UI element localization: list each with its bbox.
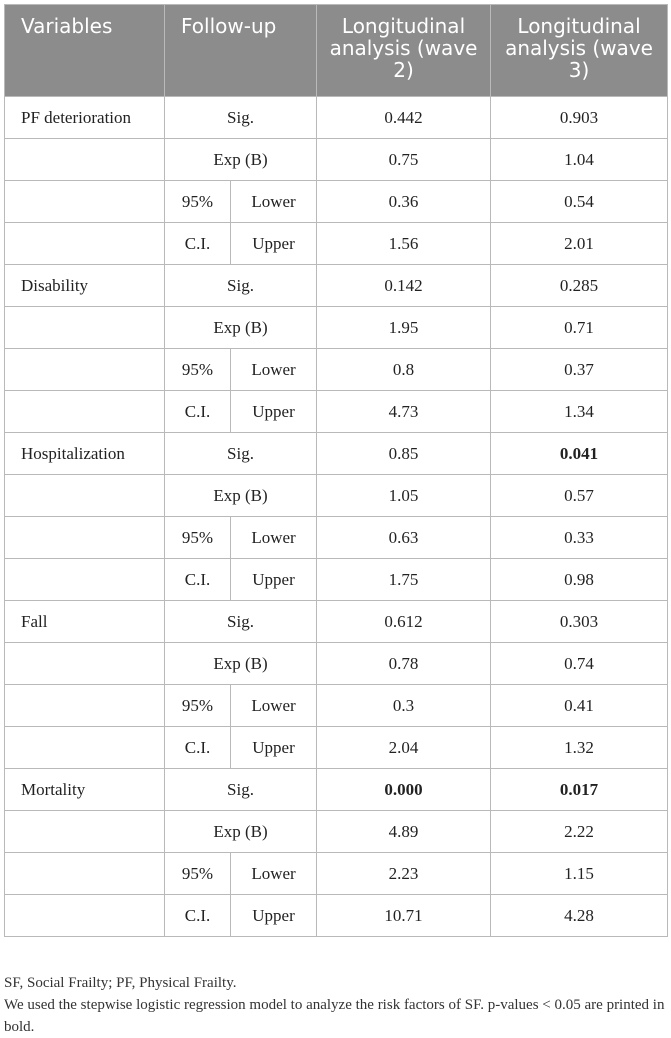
wave3-upper: 1.32 <box>491 727 668 769</box>
abbreviation-note: SF, Social Frailty; PF, Physical Frailty. <box>4 975 237 991</box>
wave2-lower: 0.8 <box>317 349 491 391</box>
wave2-sig: 0.85 <box>317 433 491 475</box>
wave3-expb: 1.04 <box>491 139 668 181</box>
table-row <box>5 223 668 265</box>
table-row <box>5 601 668 643</box>
empty-variable-cell <box>5 811 165 853</box>
wave3-lower: 0.54 <box>491 181 668 223</box>
sig-label: Sig. <box>165 265 317 307</box>
empty-variable-cell <box>5 139 165 181</box>
wave2-expb: 1.95 <box>317 307 491 349</box>
variable-name: Mortality <box>5 769 165 811</box>
table-row <box>5 181 668 223</box>
upper-label: Upper <box>231 727 317 769</box>
sig-label: Sig. <box>165 769 317 811</box>
wave2-upper: 1.56 <box>317 223 491 265</box>
sig-label: Sig. <box>165 601 317 643</box>
results-table <box>4 4 668 937</box>
empty-variable-cell <box>5 223 165 265</box>
variable-name: Hospitalization <box>5 433 165 475</box>
wave3-upper: 2.01 <box>491 223 668 265</box>
table-row <box>5 307 668 349</box>
wave2-expb: 0.78 <box>317 643 491 685</box>
ci-label: C.I. <box>165 559 231 601</box>
wave3-expb: 0.57 <box>491 475 668 517</box>
wave2-upper: 10.71 <box>317 895 491 937</box>
wave3-expb: 2.22 <box>491 811 668 853</box>
empty-variable-cell <box>5 727 165 769</box>
table-body <box>5 97 668 937</box>
ci95-label: 95% <box>165 685 231 727</box>
ci-label: C.I. <box>165 391 231 433</box>
ci95-label: 95% <box>165 349 231 391</box>
variable-name: Fall <box>5 601 165 643</box>
empty-variable-cell <box>5 391 165 433</box>
ci95-label: 95% <box>165 853 231 895</box>
wave2-expb: 1.05 <box>317 475 491 517</box>
table-row <box>5 349 668 391</box>
table-row <box>5 853 668 895</box>
wave3-upper: 4.28 <box>491 895 668 937</box>
lower-label: Lower <box>231 853 317 895</box>
empty-variable-cell <box>5 853 165 895</box>
table-row <box>5 475 668 517</box>
table-row <box>5 811 668 853</box>
expb-label: Exp (B) <box>165 811 317 853</box>
wave3-upper: 1.34 <box>491 391 668 433</box>
wave3-upper: 0.98 <box>491 559 668 601</box>
table-row <box>5 559 668 601</box>
wave2-upper: 1.75 <box>317 559 491 601</box>
wave3-lower: 0.37 <box>491 349 668 391</box>
table-header-row <box>5 5 668 97</box>
table-row <box>5 433 668 475</box>
table-row <box>5 97 668 139</box>
wave2-lower: 0.63 <box>317 517 491 559</box>
wave3-sig: 0.903 <box>491 97 668 139</box>
expb-label: Exp (B) <box>165 643 317 685</box>
upper-label: Upper <box>231 559 317 601</box>
wave3-lower: 0.41 <box>491 685 668 727</box>
wave2-sig: 0.612 <box>317 601 491 643</box>
wave2-lower: 2.23 <box>317 853 491 895</box>
sig-label: Sig. <box>165 97 317 139</box>
empty-variable-cell <box>5 559 165 601</box>
header-wave2: Longitudinal analysis (wave 2) <box>317 5 491 97</box>
table-row <box>5 685 668 727</box>
wave2-expb: 4.89 <box>317 811 491 853</box>
variable-name: PF deterioration <box>5 97 165 139</box>
table-notes <box>4 972 667 1038</box>
upper-label: Upper <box>231 391 317 433</box>
variable-name: Disability <box>5 265 165 307</box>
table-row <box>5 895 668 937</box>
wave2-upper: 2.04 <box>317 727 491 769</box>
wave3-sig: 0.041 <box>491 433 668 475</box>
wave3-lower: 0.33 <box>491 517 668 559</box>
lower-label: Lower <box>231 181 317 223</box>
wave2-sig: 0.142 <box>317 265 491 307</box>
ci-label: C.I. <box>165 223 231 265</box>
table-row <box>5 265 668 307</box>
expb-label: Exp (B) <box>165 139 317 181</box>
ci95-label: 95% <box>165 181 231 223</box>
upper-label: Upper <box>231 895 317 937</box>
wave2-sig: 0.000 <box>317 769 491 811</box>
wave3-sig: 0.303 <box>491 601 668 643</box>
empty-variable-cell <box>5 685 165 727</box>
lower-label: Lower <box>231 349 317 391</box>
empty-variable-cell <box>5 475 165 517</box>
ci-label: C.I. <box>165 895 231 937</box>
wave2-sig: 0.442 <box>317 97 491 139</box>
expb-label: Exp (B) <box>165 475 317 517</box>
table-row <box>5 391 668 433</box>
empty-variable-cell <box>5 307 165 349</box>
empty-variable-cell <box>5 181 165 223</box>
table-row <box>5 643 668 685</box>
header-follow-up: Follow-up <box>165 5 317 97</box>
ci95-label: 95% <box>165 517 231 559</box>
wave3-expb: 0.74 <box>491 643 668 685</box>
wave2-upper: 4.73 <box>317 391 491 433</box>
wave3-sig: 0.285 <box>491 265 668 307</box>
wave3-sig: 0.017 <box>491 769 668 811</box>
wave2-expb: 0.75 <box>317 139 491 181</box>
empty-variable-cell <box>5 643 165 685</box>
wave3-lower: 1.15 <box>491 853 668 895</box>
wave2-lower: 0.36 <box>317 181 491 223</box>
table-row <box>5 139 668 181</box>
empty-variable-cell <box>5 517 165 559</box>
wave2-lower: 0.3 <box>317 685 491 727</box>
results-table-container <box>4 4 667 937</box>
ci-label: C.I. <box>165 727 231 769</box>
table-row <box>5 769 668 811</box>
table-row <box>5 517 668 559</box>
expb-label: Exp (B) <box>165 307 317 349</box>
method-note: We used the stepwise logistic regression model to analyze the risk factors of SF. p-values < 0.05 are printed in bold. <box>4 997 665 1035</box>
empty-variable-cell <box>5 895 165 937</box>
upper-label: Upper <box>231 223 317 265</box>
wave3-expb: 0.71 <box>491 307 668 349</box>
table-row <box>5 727 668 769</box>
header-variables: Variables <box>5 5 165 97</box>
header-wave3: Longitudinal analysis (wave 3) <box>491 5 668 97</box>
lower-label: Lower <box>231 517 317 559</box>
sig-label: Sig. <box>165 433 317 475</box>
lower-label: Lower <box>231 685 317 727</box>
empty-variable-cell <box>5 349 165 391</box>
